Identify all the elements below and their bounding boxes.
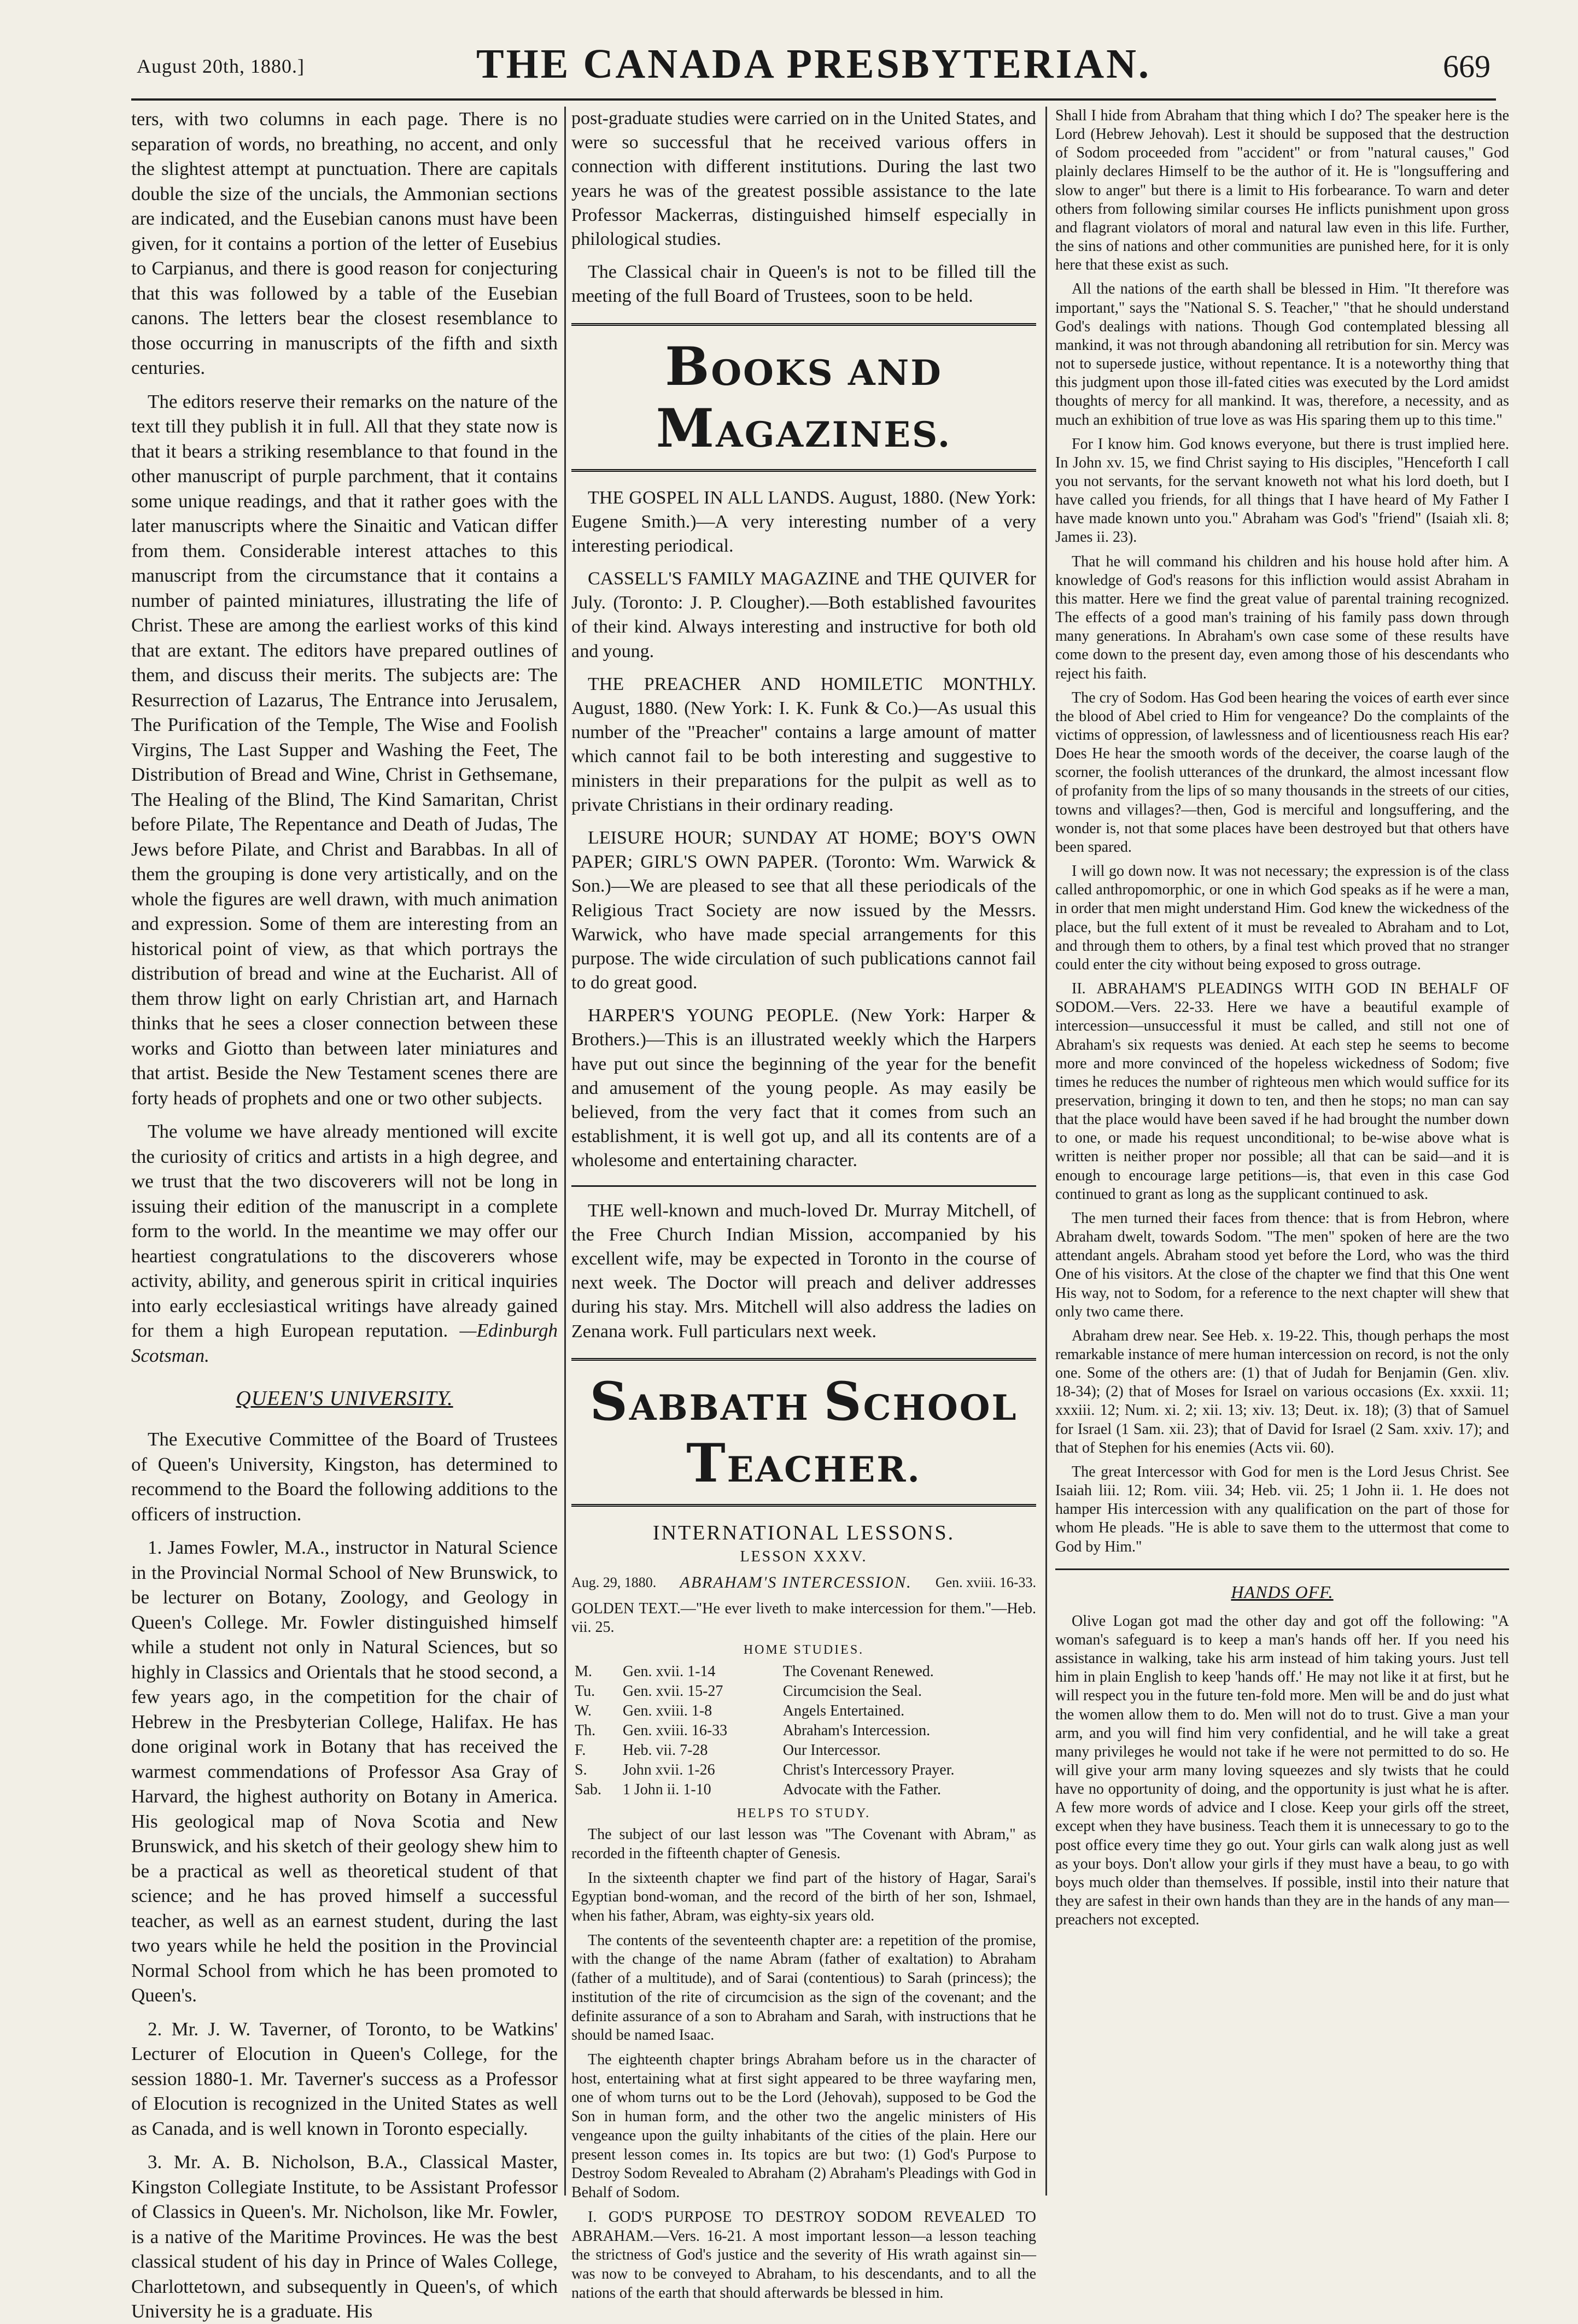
section-title-queens-university: QUEEN'S UNIVERSITY. xyxy=(236,1387,453,1410)
lesson-paragraph: That he will command his children and his house hold after him. A knowledge of God's reasons for this infliction would assist Abraham in this matter. Here we find the great value of parental training recognized. The effects of a good man's training of his family pass down through many generations. In Abraham's own case some of these results have come down to the present day, even among those of his descendants who reject his faith. xyxy=(1055,553,1509,682)
masthead-title: THE CANADA PRESBYTERIAN. xyxy=(476,41,1152,87)
lesson-paragraph: For I know him. God knows everyone, but there is trust implied here. In John xv. 15, we find Christ saying to His disciples, "Henceforth I call you not servants, for the servant knoweth not what his lord doeth, but I have called you friends, for all things that I have heard of My Father I have made known unto you." Abraham was God's "friend" (Isaiah xli. 8; James ii. 23). xyxy=(1055,435,1509,546)
readings-table xyxy=(571,1662,1036,1800)
review-paragraph: THE GOSPEL IN ALL LANDS. August, 1880. (New York: Eugene Smith.)—A very interesting number of a very interesting periodical. xyxy=(571,487,1036,556)
lesson-paragraph: Shall I hide from Abraham that thing which I do? The speaker here is the Lord (Hebrew Jehovah). Lest it should be supposed that the destruction of Sodom proceeded from "accident" or from "natural causes," God plainly declares Himself to be the author of it. He is "longsuffering and slow to anger" but there is a limit to His forbearance. To warn and deter others from following similar courses He inflicts punishment upon gross and flagrant violators of moral and natural law even in this life. Further, the sins of nations and other communities are punished here, for it is only here that these exist as such. xyxy=(1055,107,1509,274)
column-right xyxy=(1055,107,1509,2196)
home-studies-heading: HOME STUDIES. xyxy=(743,1643,864,1658)
article-paragraph: The Classical chair in Queen's is not to be filled till the meeting of the full Board of Trustees, soon to be held. xyxy=(571,262,1036,307)
table-row: S. John xvii. 1-26 Christ's Intercessory Prayer. xyxy=(575,1761,955,1779)
lesson-paragraph: I. GOD'S PURPOSE TO DESTROY SODOM REVEALED TO ABRAHAM.—Vers. 16-21. A most important lesson—a lesson teaching the strictness of God's justice and the severity of His wrath against sin—was now to be conveyed to Abraham, to his descendants, and to all the nations of the earth that should afterwards be blessed in him. xyxy=(571,2208,1036,2302)
column-rule xyxy=(1045,107,1047,2196)
lesson-date: Aug. 29, 1880. xyxy=(571,1574,657,1590)
divider xyxy=(1055,1568,1509,1570)
review-paragraph: LEISURE HOUR; SUNDAY AT HOME; BOY'S OWN PAPER; GIRL'S OWN PAPER. (Toronto: Wm. Warwick & Son.)—We are pleased to see that all these periodicals of the Religious Tract Society are now issued by the Messrs. Warwick, who have made special arrangements for this purpose. The wide circulation of such publications cannot fail to do great good. xyxy=(571,827,1036,993)
article-paragraph: 1. James Fowler, M.A., instructor in Natural Science in the Provincial Normal School of New Brunswick, to be lecturer on Botany, Zoology, and Geology in Queen's College. Mr. Fowler distinguished himself while a student not only in Natural Sciences, but so highly in Classics and Orientals that he stood second, a few years ago, in the competition for the chair of Hebrew in the Presbyterian College, Halifax. He has done original work in Botany that has received the warmest commendations of Professor Asa Gray of Harvard, the highest authority on Botany in America. His geological map of Nova Scotia and New Brunswick, and his sketch of their geology shew him to be a practical as well as theoretical student of that science; and he has proved himself a successful teacher, as well as an earnest student, during the last two years while he held the position in the Provincial Normal School from which he has been promoted to Queen's. xyxy=(131,1537,558,2006)
golden-text: GOLDEN TEXT.—"He ever liveth to make intercession for them."—Heb. vii. 25. xyxy=(571,1600,1036,1636)
helps-heading: HELPS TO STUDY. xyxy=(737,1806,871,1821)
article-paragraph: post-graduate studies were carried on in the United States, and were so successful that he received various offers in connection with different institutions. During the last two years he was of the greatest possible assistance to the late Professor Mackerras, distinguished himself especially in philological studies. xyxy=(571,108,1036,249)
lesson-paragraph: The great Intercessor with God for men is the Lord Jesus Christ. See Isaiah liii. 12; Rom. viii. 34; Heb. vii. 25; 1 John ii. 1. He does not hamper His intercession with any qualification on the part of those for whom He pleads. "He is able to save them to the uttermost that come to God by Him." xyxy=(1055,1463,1509,1555)
lesson-paragraph: The men turned their faces from thence: that is from Hebron, where Abraham dwelt, towards Sodom. "The men" spoken of here are the two attendant angels. Abraham stood yet before the Lord, who was the third One of his visitors. At the close of the chapter we find that this One went His way, not to Sodom, for a reference to the next chapter will shew that only two came there. xyxy=(1055,1209,1509,1320)
lesson-title: ABRAHAM'S INTERCESSION. xyxy=(680,1573,912,1591)
international-lessons-heading: INTERNATIONAL LESSONS. xyxy=(652,1521,955,1544)
section-banner-books-magazines: BOOKS AND MAGAZINES. xyxy=(571,323,1036,472)
review-paragraph: HARPER'S YOUNG PEOPLE. (New York: Harper & Brothers.)—This is an illustrated weekly which the Harpers have put out since the beginning of the year for the benefit and amusement of the young people. As may easily be believed, from the very fact that it comes from such an establishment, it is well got up, and all its contents are of a wholesome and entertaining character. xyxy=(571,1005,1036,1171)
lesson-number: LESSON XXXV. xyxy=(740,1548,868,1565)
lesson-paragraph: The cry of Sodom. Has God been hearing the voices of earth ever since the blood of Abel cried to Him for vengeance? Do the complaints of the victims of oppression, of lawlessness and of licentiousness reach His ear? Does He hear the smooth words of the deceiver, the coarse laugh of the scorner, the foolish utterances of the drunkard, the almost incessant flow of profanity from the lips of so many thousands in the streets of our cities, towns and villages?—then, God is merciful and longsuffering, and the wonder is, not that some places have been destroyed but that others have been spared. xyxy=(1055,689,1509,856)
section-banner-sabbath-school: SABBATH SCHOOL TEACHER. xyxy=(571,1358,1036,1507)
table-row: Th. Gen. xviii. 16-33 Abraham's Intercession. xyxy=(575,1722,931,1740)
lesson-reference: Gen. xviii. 16-33. xyxy=(935,1574,1036,1590)
lesson-paragraph: All the nations of the earth shall be blessed in Him. "It therefore was important," says the "National S. S. Teacher," "that he should understand God's dealings with nations. Though God contemplated blessing all mankind, it was not through abandoning all retribution for sin. Mercy was not to supersede justice, without repentance. It is a noteworthy thing that this judgment upon those ill-fated cities was executed by the Lord amidst thoughts of mercy for all mankind. It was, therefore, a necessity, and as much an exhibition of true love as was His sparing them up to this time." xyxy=(1055,280,1509,429)
lesson-header xyxy=(571,1573,1036,1592)
issue-date: August 20th, 1880.] xyxy=(137,55,305,77)
table-row: W. Gen. xviii. 1-8 Angels Entertained. xyxy=(575,1702,905,1720)
article-source: —Edinburgh Scotsman. xyxy=(131,1320,558,1366)
table-row: Sab. 1 John ii. 1-10 Advocate with the Father. xyxy=(575,1781,941,1799)
review-paragraph: THE PREACHER AND HOMILETIC MONTHLY. August, 1880. (New York: I. K. Funk & Co.)—As usual this number of the "Preacher" contains a large amount of matter which cannot fail to be both interesting and suggestive to ministers in their preparations for the pulpit as well as to private Christians in their ordinary reading. xyxy=(571,674,1036,815)
lesson-paragraph: The eighteenth chapter brings Abraham before us in the character of host, entertaining what at first sight appeared to be three wayfaring men, one of whom turns out to be the Lord (Jehovah), supposed to be God the Son in human form, and the other two the angelic ministers of His vengeance upon the guilty inhabitants of the cities of the plain. Here our present lesson comes in. Its topics are but two: (1) God's Purpose to Destroy Sodom Revealed to Abraham (2) Abraham's Pleadings with God in Behalf of Sodom. xyxy=(571,2051,1036,2202)
article-paragraph: The editors reserve their remarks on the nature of the text till they publish it in full. All that they state now is that it bears a striking resemblance to that found in the other manuscript of purple parchment, that it contains some unique readings, and that it rather goes with the later manuscripts where the Sinaitic and Vatican differ from them. Considerable interest attaches to this manuscript from the circumstance that it contains a number of painted miniatures, illustrating the life of Christ. These are among the earliest works of this kind that are extant. The editors have prepared outlines of them, and discuss their merits. The subjects are: The Resurrection of Lazarus, The Entrance into Jerusalem, The Purification of the Temple, The Wise and Foolish Virgins, The Last Supper and Washing the Feet, The Distribution of Bread and Wine, Christ in Gethsemane, The Healing of the Blind, The Kind Samaritan, Christ before Pilate, The Repentance and Death of Judas, The Jews before Pilate, and Christ and Barabbas. In all of them the grouping is done very artistically, and on the whole the figures are well drawn, with much animation and expression. Some of them are interesting from an historical point of view, as that which portrays the distribution of bread and wine at the Eucharist. All of them throw light on early Christian art, and Harnach thinks that he sees a closer connection between these works and Giotto than between later miniatures and that artist. Beside the New Testament scenes there are forty heads of prophets and one or two other subjects. xyxy=(131,390,558,1109)
lesson-paragraph: In the sixteenth chapter we find part of the history of Hagar, Sarai's Egyptian bond-woman, and the record of the birth of her son, Ishmael, when his father, Abram, was eighty-six years old. xyxy=(571,1869,1036,1924)
table-row: F. Heb. vii. 7-28 Our Intercessor. xyxy=(575,1742,881,1759)
notice-paragraph: THE well-known and much-loved Dr. Murray Mitchell, of the Free Church Indian Mission, accompanied by his excellent wife, may be expected in Toronto in the course of next week. The Doctor will preach and deliver addresses during his stay. Mrs. Mitchell will also address the ladies on Zenana work. Full particulars next week. xyxy=(571,1200,1036,1342)
article-paragraph: The Executive Committee of the Board of Trustees of Queen's University, Kingston, has determined to recommend to the Board the following additions to the officers of instruction. xyxy=(131,1429,558,1525)
lesson-paragraph: Abraham drew near. See Heb. x. 19-22. This, though perhaps the most remarkable instance of mere human intercession on record, is not the only one. Some of the others are: (1) that of Judah for Benjamin (Gen. xliv. 18-34); (2) that of Moses for Israel on various occasions (Ex. xxxii. 11; xxxiii. 12; Num. xi. 2; xii. 13; xiv. 13; Deut. ix. 18); (3) that of Samuel for Israel (1 Sam. xii. 23); that of David for Israel (2 Sam. xxiv. 17); and that of Stephen for his enemies (Acts vii. 60). xyxy=(1055,1327,1509,1456)
divider xyxy=(571,1185,1036,1187)
table-row: Tu. Gen. xvii. 15-27 Circumcision the Seal. xyxy=(575,1683,922,1700)
lesson-paragraph: II. ABRAHAM'S PLEADINGS WITH GOD IN BEHALF OF SODOM.—Vers. 22-33. Here we have a beautiful example of intercession—unsuccessful it must be called, and still not one of Abraham's six requests was denied. At each step he seems to become more and more convinced of the hopeless wickedness of Sodom; five times he reduces the number of righteous men which would suffice for its preservation, bringing it down to ten, and then he stops; no man can say that the place would have been saved if he had brought the number down to one, or made his request unconditional; to be-wise above what is written is neither proper nor possible; all that can be said—and it is enough to encourage large petitions—is, that even in this case God continued to grant as long as the supplicant continued to ask. xyxy=(1055,980,1509,1203)
column-left xyxy=(131,107,558,2322)
page-number: 669 xyxy=(1443,49,1491,84)
table-row: M. Gen. xvii. 1-14 The Covenant Renewed. xyxy=(575,1663,934,1681)
article-paragraph: 2. Mr. J. W. Taverner, of Toronto, to be Watkins' Lecturer of Elocution in Queen's College, for the session 1880-1. Mr. Taverner's success as a Professor of Elocution is recognized in the United States as well as Canada, and is well known in Toronto especially. xyxy=(131,2018,558,2139)
article-paragraph: The volume we have already mentioned will excite the curiosity of critics and artists in a high degree, and we trust that the two discoverers will not be long in issuing their edition of the manuscript in a complete form to the world. In the meantime we may offer our heartiest congratulations to the discoverers whose activity, ability, and generous spirit in critical inquiries into early ecclesiastical writings have already gained for them a high European reputation. —Edinburgh Scotsman. xyxy=(131,1121,558,1366)
column-rule xyxy=(564,107,566,2196)
lesson-paragraph: The contents of the seventeenth chapter are: a repetition of the promise, with the change of the name Abram (father of exaltation) to Abraham (father of a multitude), and of Sarai (contentious) to Sarah (princess); the institution of the rite of circumcision as the sign of the covenant; and the definite assurance of a son to Abraham and Sarah, with instructions that he should be named Isaac. xyxy=(571,1931,1036,2044)
review-paragraph: CASSELL'S FAMILY MAGAZINE and THE QUIVER for July. (Toronto: J. P. Clougher).—Both established favourites of their kind. Always interesting and instructive for both old and young. xyxy=(571,569,1036,662)
article-paragraph: Olive Logan got mad the other day and got off the following: "A woman's safeguard is to keep a man's hands off her. If you need his assistance in walking, take his arm instead of him taking yours. Just tell him in plain English to keep 'hands off.' He may not like it at first, but he will respect you in the future ten-fold more. Men will be and do just what the women allow them to do. Men will not do to trust. Give a man your arm, and you will find him very confidential, and he will take a great many privileges he would not take if he were not permitted to do so. He will give your arm many loving squeezes and sly twists that he could have no opportunity of doing, and the opportunity is just what he is after. A few more words of advice and I close. Keep your girls off the street, except when they have business. Teach them it is unnecessary to go to the post office every time they go out. Your girls can walk along just as well as your boys. Don't allow your girls if they must have a beau, to go with boys much older than themselves. If possible, instil into their nature that they are safest in their own hands than they are in the hands of any man—preachers not excepted. xyxy=(1055,1612,1509,1929)
page-header xyxy=(131,33,1496,101)
column-middle xyxy=(571,107,1036,2302)
article-paragraph: ters, with two columns in each page. There is no separation of words, no breathing, no accent, and only the slightest attempt at punctuation. There are capitals double the size of the uncials, the Ammonian sections are indicated, and the Eusebian canons must have been given, for it contains a portion of the letter of Eusebius to Carpianus, and there is good reason for conjecturing that this was followed by a table of the Eusebian canons. The letters bear the closest resemblance to those occurring in manuscripts of the fifth and sixth centuries. xyxy=(131,108,558,378)
section-title-hands-off: HANDS OFF. xyxy=(1231,1582,1334,1602)
lesson-paragraph: I will go down now. It was not necessary; the expression is of the class called anthropomorphic, or one in which God speaks as if he were a man, in order that men might understand Him. God knew the wickedness of the place, but the full extent of it must be revealed to Abraham and to Lot, and through them to others, by a final test which proved that no stranger could enter the city without being exposed to gross outrage. xyxy=(1055,863,1509,973)
article-paragraph: 3. Mr. A. B. Nicholson, B.A., Classical Master, Kingston Collegiate Institute, to be Assistant Professor of Classics in Queen's. Mr. Nicholson, like Mr. Fowler, is a native of the Maritime Provinces. He was the best classical student of his day in Prince of Wales College, Charlottetown, and subsequently in Queen's, of which University he is a graduate. His xyxy=(131,2151,558,2322)
lesson-paragraph: The subject of our last lesson was "The Covenant with Abram," as recorded in the fifteenth chapter of Genesis. xyxy=(571,1826,1036,1862)
